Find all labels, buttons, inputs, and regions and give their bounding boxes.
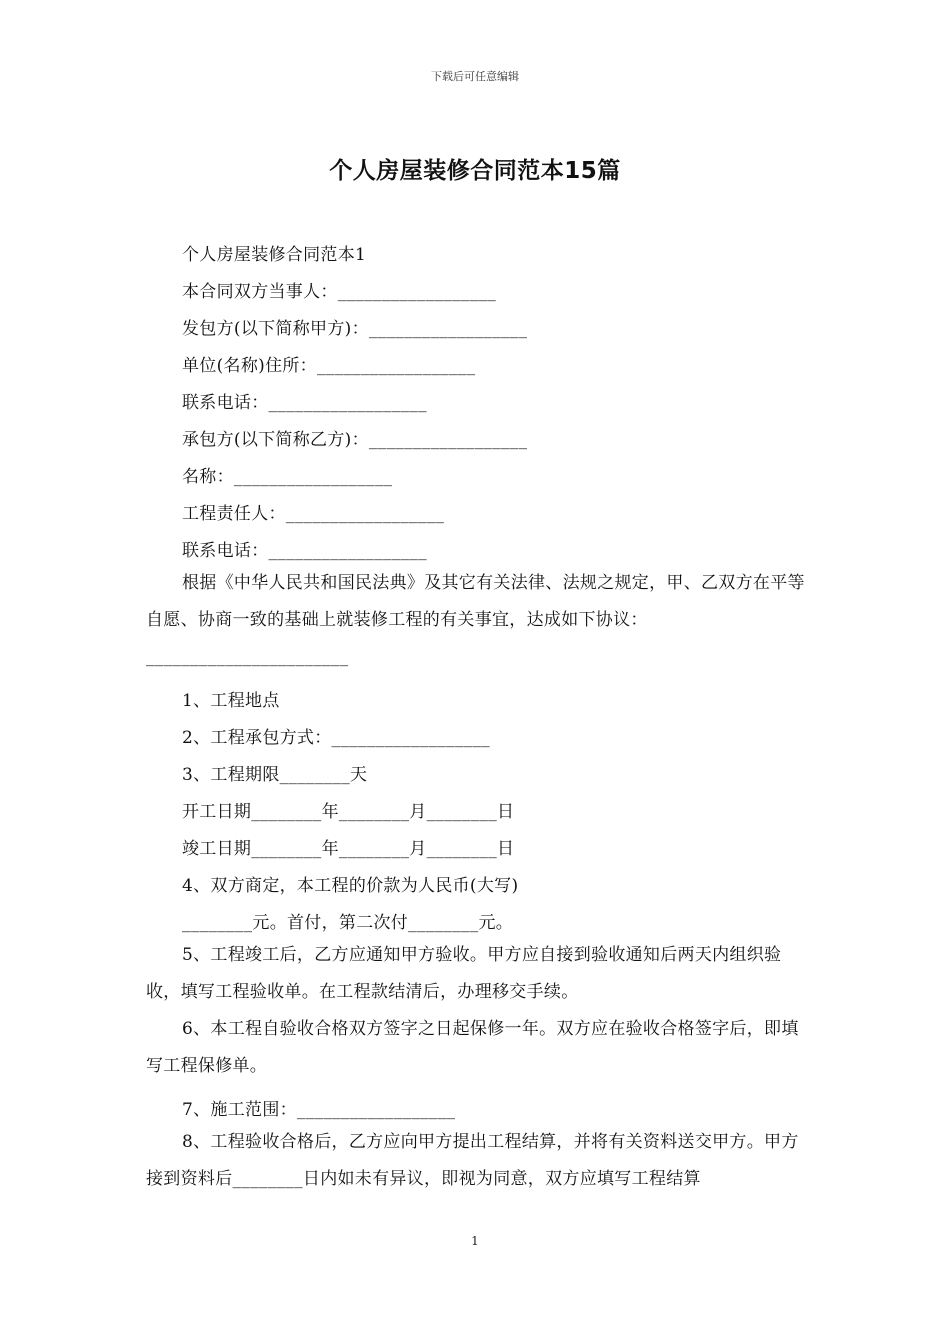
intro-paragraph: 根据《中华人民共和国民法典》及其它有关法律、法规之规定，甲、乙双方在平等自愿、协商一致的基础上就装修工程的有关事宜，达成如下协议：_______________________ xyxy=(146,573,805,667)
party-a-address-line: 单位(名称)住所：__________________ xyxy=(182,356,476,376)
party-b-line: 承包方(以下简称乙方)：__________________ xyxy=(182,430,528,450)
project-manager-line: 工程责任人：__________________ xyxy=(182,504,445,524)
party-b-name-line: 名称：__________________ xyxy=(182,467,393,487)
completion-date-line: 竣工日期________年________月________日 xyxy=(182,839,515,859)
parties-line: 本合同双方当事人：__________________ xyxy=(182,282,497,302)
page-number: 1 xyxy=(471,1234,479,1248)
page-header: 下载后可任意编辑 xyxy=(431,70,519,83)
start-date-line: 开工日期________年________月________日 xyxy=(182,802,515,822)
party-a-phone-line: 联系电话：__________________ xyxy=(182,393,427,413)
clause-4: 4、双方商定，本工程的价款为人民币(大写) xyxy=(182,876,519,896)
clause-5-paragraph: 5、工程竣工后，乙方应通知甲方验收。甲方应自接到验收通知后两天内组织验收，填写工程验收单。在工程款结清后，办理移交手续。 xyxy=(146,945,782,1002)
contract-subtitle: 个人房屋装修合同范本1 xyxy=(182,245,367,265)
clause-3: 3、工程期限________天 xyxy=(182,765,368,785)
clause-6-paragraph: 6、本工程自验收合格双方签字之日起保修一年。双方应在验收合格签字后，即填写工程保修单。 xyxy=(146,1019,799,1076)
document-title: 个人房屋装修合同范本15篇 xyxy=(329,158,621,184)
payment-line: ________元。首付，第二次付________元。 xyxy=(182,913,514,933)
clause-2: 2、工程承包方式：__________________ xyxy=(182,728,490,748)
clause-7: 7、施工范围：__________________ xyxy=(182,1100,456,1120)
party-b-phone-line: 联系电话：__________________ xyxy=(182,541,427,561)
party-a-line: 发包方(以下简称甲方)：__________________ xyxy=(182,319,528,339)
clause-1: 1、工程地点 xyxy=(182,691,280,711)
clause-8-paragraph: 8、工程验收合格后，乙方应向甲方提出工程结算，并将有关资料送交甲方。甲方接到资料后________日内如未有异议，即视为同意，双方应填写工程结算 xyxy=(146,1132,799,1189)
